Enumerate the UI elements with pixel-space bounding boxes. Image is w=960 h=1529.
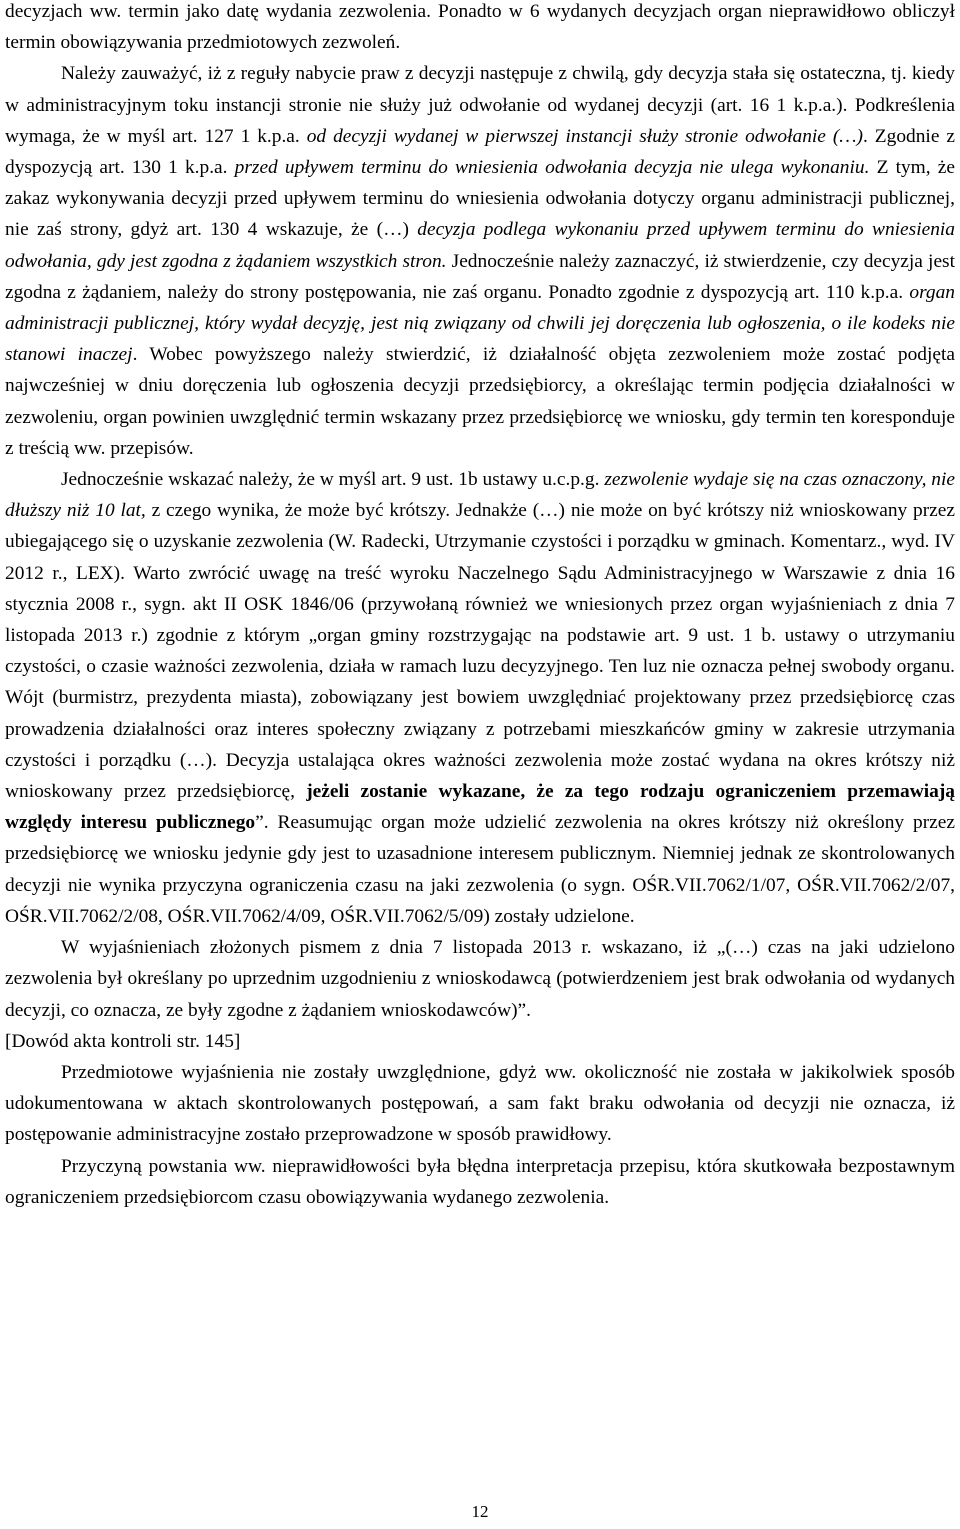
paragraph-text: Przyczyną powstania ww. nieprawidłowości była błędna interpretacja przepisu, która skutkowała bezpostawnym ograniczeniem przedsiębiorcom czasu obowiązywania wydanego zezwolenia. — [5, 1155, 955, 1208]
paragraph-text: decyzjach ww. termin jako datę wydania zezwolenia. Ponadto w 6 wydanych decyzjach organ nieprawidłowo obliczył termin obowiązywania przedmiotowych zezwoleń. — [5, 1, 955, 54]
paragraph-text: . Wobec powyższego należy stwierdzić, iż działalność objęta zezwoleniem może zostać podjęta najwcześniej w dniu doręczenia lub ogłoszenia decyzji przedsiębiorcy, a określając termin podjęcia działalności w zezwoleniu, organ powinien uwzględnić termin wskazany przez przedsiębiorcę we wniosku, gdy termin ten koresponduje z treścią ww. przepisów. — [5, 344, 955, 459]
paragraph — [5, 0, 955, 58]
quoted-regulation: od decyzji wydanej w pierwszej instancji służy stronie odwołanie (…) — [306, 125, 863, 147]
paragraph-text: [Dowód akta kontroli str. 145] — [5, 1030, 241, 1052]
paragraph — [5, 1151, 955, 1213]
paragraph-text: W wyjaśnieniach złożonych pismem z dnia 7 listopada 2013 r. wskazano, iż „(…) czas na jaki udzielono zezwolenia był określany po uprzednim uzgodnieniu z wnioskodawcą (potwierdzeniem jest brak odwołania od wydanych decyzji, co oznacza, ze były zgodne z żądaniem wnioskodawców)”. — [5, 937, 955, 1021]
quoted-regulation: przed upływem terminu do wniesienia odwołania decyzja nie ulega wykonaniu. — [234, 157, 870, 179]
paragraph-text: Jednocześnie należy zaznaczyć, iż stwierdzenie, czy decyzja jest zgodna z żądaniem, należy do strony postępowania, nie zaś organu. Ponadto zgodnie z dyspozycją art. 110 k.p.a. — [5, 250, 955, 303]
paragraph — [5, 58, 955, 464]
paragraph — [5, 1057, 955, 1151]
quoted-regulation: zezwolenie wydaje się na czas oznaczony, nie dłuższy niż 10 lat, — [5, 469, 955, 522]
paragraph-text: Z tym, że zakaz wykonywania decyzji przed upływem terminu do wniesienia odwołania dotyczy organu administracji publicznej, nie zaś strony, gdyż art. 130 4 wskazuje, że (…) — [5, 157, 955, 241]
paragraph-text: z czego wynika, że może być krótszy. Jednakże (…) nie może on być krótszy niż wnioskowany przez ubiegającego się o uzyskanie zezwolenia (W. Radecki, Utrzymanie czystości i porządku w gminach. Komentarz., wyd. IV 2012 r., LEX). Warto zwrócić uwagę na treść wyroku Naczelnego Sądu Administracyjnego w Warszawie z dnia 16 stycznia 2008 r., sygn. akt II OSK 1846/06 (przywołaną również we wniesionych przez organ wyjaśnieniach z dnia 7 listopada 2013 r.) zgodnie z którym „organ gminy rozstrzygając na podstawie art. 9 ust. 1 b. ustawy o utrzymaniu czystości, o czasie ważności zezwolenia, działa w ramach luzu decyzyjnego. Ten luz nie oznacza pełnej swobody organu. Wójt (burmistrz, prezydenta miasta), zobowiązany jest bowiem uwzględniać projektowany przez przedsiębiorcę czas prowadzenia działalności oraz interes społeczny związany z potrzebami mieszkańców gminy w zakresie utrzymania czystości i porządku (…). Decyzja ustalająca okres ważności zezwolenia może zostać wydana na okres krótszy niż wnioskowany przez przedsiębiorcę, — [5, 500, 955, 803]
paragraph-text: ”. Reasumując organ może udzielić zezwolenia na okres krótszy niż określony przez przedsiębiorcę we wniosku jedynie gdy jest to uzasadnione interesem publicznym. Niemniej jednak ze skontrolowanych decyzji nie wynika przyczyna ograniczenia czasu na jaki zezwolenia (o sygn. OŚR.VII.7062/1/07, OŚR.VII.7062/2/07, OŚR.VII.7062/2/08, OŚR.VII.7062/4/09, OŚR.VII.7062/5/09) zostały udzielone. — [5, 812, 955, 927]
emphasized-text: jeżeli zostanie wykazane, że za tego rodzaju ograniczeniem przemawiają względy interesu publicznego — [5, 781, 955, 834]
evidence-reference — [5, 1026, 955, 1057]
paragraph-text: Należy zauważyć, iż z reguły nabycie praw z decyzji następuje z chwilą, gdy decyzja stała się ostateczna, tj. kiedy w administracyjnym toku instancji stronie nie służy już odwołanie od wydanej decyzji (art. 16 1 k.p.a.). Podkreślenia wymaga, że w myśl art. 127 1 k.p.a. — [5, 63, 955, 147]
quoted-regulation: organ administracji publicznej, który wydał decyzję, jest nią związany od chwili jej doręczenia lub ogłoszenia, o ile kodeks nie stanowi inaczej — [5, 281, 955, 366]
paragraph-text: Jednocześnie wskazać należy, że w myśl art. 9 ust. 1b ustawy u.c.p.g. — [61, 469, 605, 491]
paragraph — [5, 464, 955, 932]
paragraph-text: . Zgodnie z dyspozycją art. 130 1 k.p.a. — [5, 125, 955, 179]
paragraph — [5, 932, 955, 1026]
document-page — [5, 0, 955, 1213]
page-number: 12 — [471, 1502, 489, 1521]
paragraph-text: Przedmiotowe wyjaśnienia nie zostały uwzględnione, gdyż ww. okoliczność nie została w jakikolwiek sposób udokumentowana w aktach skontrolowanych postępowań, a sam fakt braku odwołania od decyzji nie oznacza, iż postępowanie administracyjne zostało przeprowadzone w sposób prawidłowy. — [5, 1061, 955, 1146]
quoted-regulation: decyzja podlega wykonaniu przed upływem terminu do wniesienia odwołania, gdy jest zgodna z żądaniem wszystkich stron. — [5, 219, 955, 272]
